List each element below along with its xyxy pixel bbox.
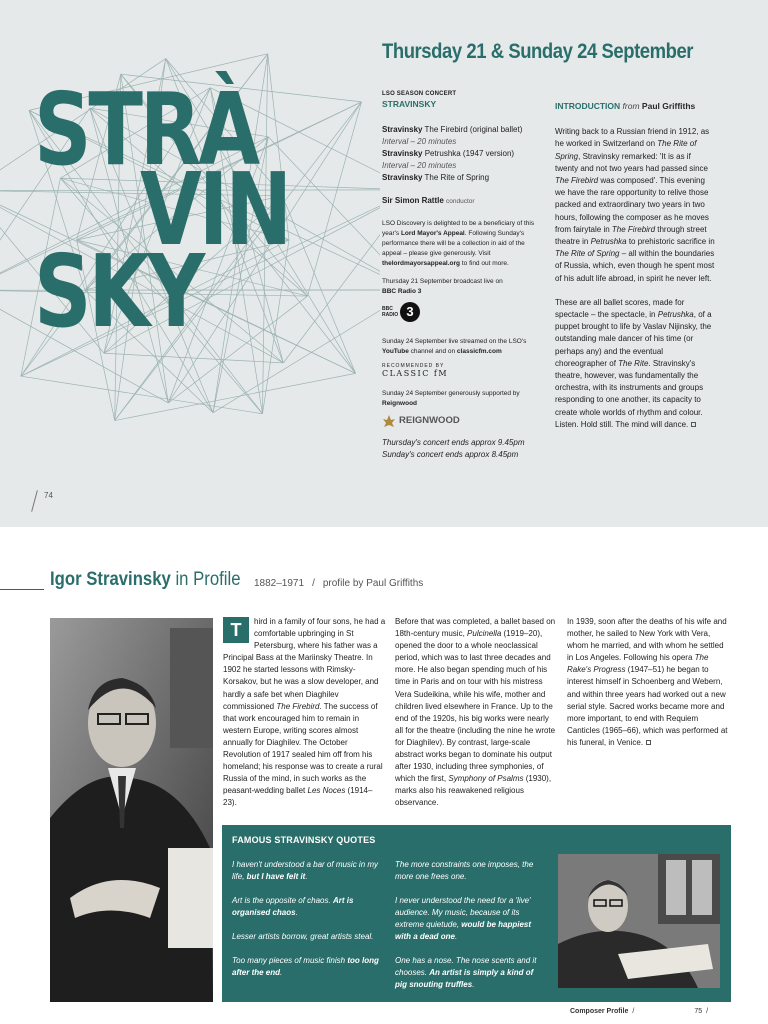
- profile-text-run: Symphony of Psalms: [448, 774, 524, 784]
- program-interval: Interval – 20 minutes: [382, 161, 457, 170]
- quote-run: One has a nose. The nose scents and it chooses.: [395, 956, 537, 977]
- intro-text-run: The Rite: [618, 358, 649, 368]
- program-list: [382, 124, 542, 184]
- appeal-link[interactable]: thelordmayorsappeal.org: [382, 260, 461, 267]
- quote-run: too long after the end: [232, 956, 379, 977]
- profile-text-run: The Rake's Progress: [567, 653, 709, 675]
- intro-text-run: was composed'. This evening we have the rare opportunity to relive those packed and extraordinary two years in two hours, following the composer as he moves from fairytale in: [555, 176, 709, 234]
- profile-text-run: Les Noces: [307, 786, 346, 796]
- web-line: [104, 353, 283, 363]
- program-interval: Interval – 20 minutes: [382, 137, 457, 146]
- intro-text-run: Writing back to a Russian friend in 1912, as he worked in Switzerland on: [555, 127, 710, 149]
- quote-run: Too many pieces of music finish: [232, 956, 348, 965]
- intro-text-run: through street theatre in: [555, 224, 707, 247]
- profile-text-run: The Firebird: [276, 701, 320, 711]
- intro-text-run: These are all ballet scores, made for spectacle – the spectacle, in: [555, 297, 685, 320]
- composer-label: STRAVINSKY: [382, 99, 437, 109]
- quote-run: would be happiest with a dead one: [395, 920, 532, 941]
- dropcap: T: [223, 617, 249, 643]
- quote-run: .: [472, 980, 475, 989]
- program-item: Stravinsky The Firebird (original ballet): [382, 125, 523, 134]
- program-item: Stravinsky Petrushka (1947 version): [382, 149, 515, 158]
- classicfm-logo: RECOMMENDED BY CLASSIC fM: [382, 363, 449, 378]
- profile-text-run: Before that was completed, a ballet based on 18th-century music,: [395, 617, 556, 639]
- intro-text-run: – all within the boundaries of Russia, which, even though he spent most of his adult life abroad, in spirit he never left.: [555, 249, 715, 283]
- series-label: LSO SEASON CONCERT: [382, 91, 457, 97]
- profile-text-run: Pulcinella: [467, 629, 502, 639]
- profile-title: Igor Stravinsky in Profile: [50, 569, 241, 590]
- quotes-title: FAMOUS STRAVINSKY QUOTES: [232, 835, 376, 845]
- introduction-paragraph: [555, 297, 715, 431]
- quote-run: Lesser artists borrow, great artists steal.: [232, 932, 374, 941]
- profile-text-run: (1947–51) he began to interest himself in Schoenberg and Webern, and within three years had worked out a new serial style. Sacred works became more and more important, to end with Requiem Canticles (1965–66), which was performed at his funeral, in Venice.: [567, 665, 728, 747]
- big-title-line-3: SKY: [34, 233, 202, 350]
- stravinsky-portrait-photo: [50, 618, 213, 1002]
- quotes-column-2: [395, 859, 547, 1003]
- broadcast-text: Thursday 21 September broadcast live on BBC Radio 3: [382, 278, 503, 295]
- concert-details: [382, 90, 542, 461]
- intro-text-run: The Rite of Spring: [555, 139, 697, 161]
- profile-column-2: [395, 616, 558, 810]
- profile-text-run: . The success of that work encouraged him to remain in western Europe, writing scores almost annually for Diaghilev. The October Revolution of 1917 sealed him off from his homeland; his response was to create a rural Russia of the mind, in such works as the peasant-wedding ballet: [223, 701, 383, 796]
- quote-run: I haven't understood a bar of music in my life,: [232, 860, 379, 881]
- introduction-paragraph: [555, 126, 715, 285]
- web-line: [115, 373, 356, 420]
- quote-run: .: [295, 908, 298, 917]
- quote-run: .: [305, 872, 308, 881]
- profile-meta: 1882–1971 / profile by Paul Griffiths: [254, 578, 424, 589]
- end-mark: [646, 740, 651, 745]
- title-rule: [0, 589, 44, 590]
- quotes-column-1: [232, 859, 384, 991]
- conductor: Sir Simon Rattle conductor: [382, 196, 475, 205]
- quote-run: but I have felt it: [246, 872, 306, 881]
- intro-text-run: . Stravinsky's theatre, however, was fundamentally the orchestra, with its instruments and groups responding to one another, its capacity to create whole worlds of rhythm and colour. Listen. Hold still. The mind will dance.: [555, 358, 704, 429]
- reignwood-logo: REIGNWOOD: [382, 413, 542, 429]
- page-footer: Composer Profile / 75 /: [570, 1008, 709, 1015]
- intro-text-run: The Firebird: [611, 224, 656, 234]
- quote: [232, 859, 384, 883]
- quote: [395, 859, 547, 883]
- web-line: [213, 290, 380, 413]
- stream-text: Sunday 24 September live streamed on the LSO's YouTube channel and on classicfm.com: [382, 338, 527, 355]
- concert-dateline: Thursday 21 & Sunday 24 September: [382, 40, 694, 63]
- intro-text-run: Petrushka: [590, 237, 627, 247]
- reignwood-mark-icon: [382, 414, 396, 428]
- profile-column-3: [567, 616, 730, 749]
- quote-run: I never understood the need for a 'live' audience. My music, because of its extreme quietude,: [395, 896, 531, 929]
- stravinsky-reading-photo: [558, 854, 720, 988]
- web-line: [283, 190, 380, 363]
- intro-text-run: Petrushka: [657, 310, 694, 320]
- web-line: [21, 376, 263, 414]
- intro-text-run: The Firebird: [555, 176, 599, 186]
- intro-text-run: The Rite of Spring: [555, 249, 620, 259]
- intro-text-run: , of a puppet brought to life by Vaslav Nijinsky, the outstanding male dancer of his time (or perhaps any) and the eventual choreographer of: [555, 310, 712, 368]
- bbc-radio3-logo: BBC RADIO 3: [382, 301, 542, 323]
- quote-run: An artist is simply a kind of pig snouting truffles: [395, 968, 534, 989]
- introduction-body: [555, 126, 715, 431]
- big-title-line-2: VIN: [140, 151, 290, 268]
- quote-run: .: [280, 968, 283, 977]
- profile-text-run: (1914–23).: [223, 786, 373, 808]
- profile-text-run: (1919–20), opened the door to a whole neoclassical period, which was to last three decades and more. He also began spending much of his time in Paris and on tour with his mistress Vera Sudeikina, while his wife, mother and children lived elsewhere in France. Up to the end of the 1920s, his big works were nearly all for the theatre (including the nine he wrote for Diaghilev). By contrast, large-scale abstract works began to dominate his output after 1930, including three symphonies, of which the first,: [395, 629, 556, 784]
- end-time-thursday: Thursday's concert ends approx 9.45pm: [382, 438, 525, 447]
- intro-text-run: , Stravinsky remarked: 'It is as if twenty and not two years had passed since: [555, 151, 708, 173]
- classicfm-link[interactable]: classicfm.com: [456, 348, 502, 355]
- quote: [232, 895, 384, 919]
- quote-run: The more constraints one imposes, the more one frees one.: [395, 860, 534, 881]
- intro-text-run: to prehistoric sacrifice in: [626, 237, 715, 247]
- quote-run: Art is the opposite of chaos.: [232, 896, 333, 905]
- appeal-text: LSO Discovery is delighted to be a beneficiary of this year's Lord Mayor's Appeal. Following Sunday's performance there will be a collection in aid of the appeal – please give generously. Visit thelordmayorsappeal.org to find out more.: [382, 220, 535, 267]
- introduction: [555, 100, 715, 443]
- quote-run: .: [455, 932, 458, 941]
- big-title-line-1: STRÀ: [34, 71, 257, 188]
- supported-text: Sunday 24 September generously supported by Reignwood: [382, 390, 520, 407]
- program-item: Stravinsky The Rite of Spring: [382, 173, 490, 182]
- end-time-sunday: Sunday's concert ends approx 8.45pm: [382, 450, 519, 459]
- quote: [395, 955, 547, 991]
- introduction-heading: INTRODUCTION from Paul Griffiths: [555, 101, 696, 111]
- profile-page: [0, 527, 768, 1024]
- profile-text-run: (1930), marks also his reawakened religious observance.: [395, 774, 552, 808]
- profile-column-1: [223, 616, 386, 810]
- profile-text-run: hird in a family of four sons, he had a comfortable upbringing in St Petersburg, where his father was a Principal Bass at the Mariinsky Theatre. In 1902 he started lessons with Rimsky-Korsakov, but he was a slow developer, and hardly a safe bet when Diaghilev commissioned: [223, 617, 386, 711]
- quote: [232, 931, 384, 943]
- profile-text-run: In 1939, soon after the deaths of his wife and mother, he sailed to New York with Vera, whom he married, and with whom he settled in Los Angeles. Following his opera: [567, 617, 727, 663]
- quote: [395, 895, 547, 943]
- end-mark: [691, 422, 696, 427]
- quote: [232, 955, 384, 979]
- page-number: 74: [44, 491, 53, 500]
- quote-run: Art is organised chaos: [232, 896, 354, 917]
- web-line: [308, 102, 362, 296]
